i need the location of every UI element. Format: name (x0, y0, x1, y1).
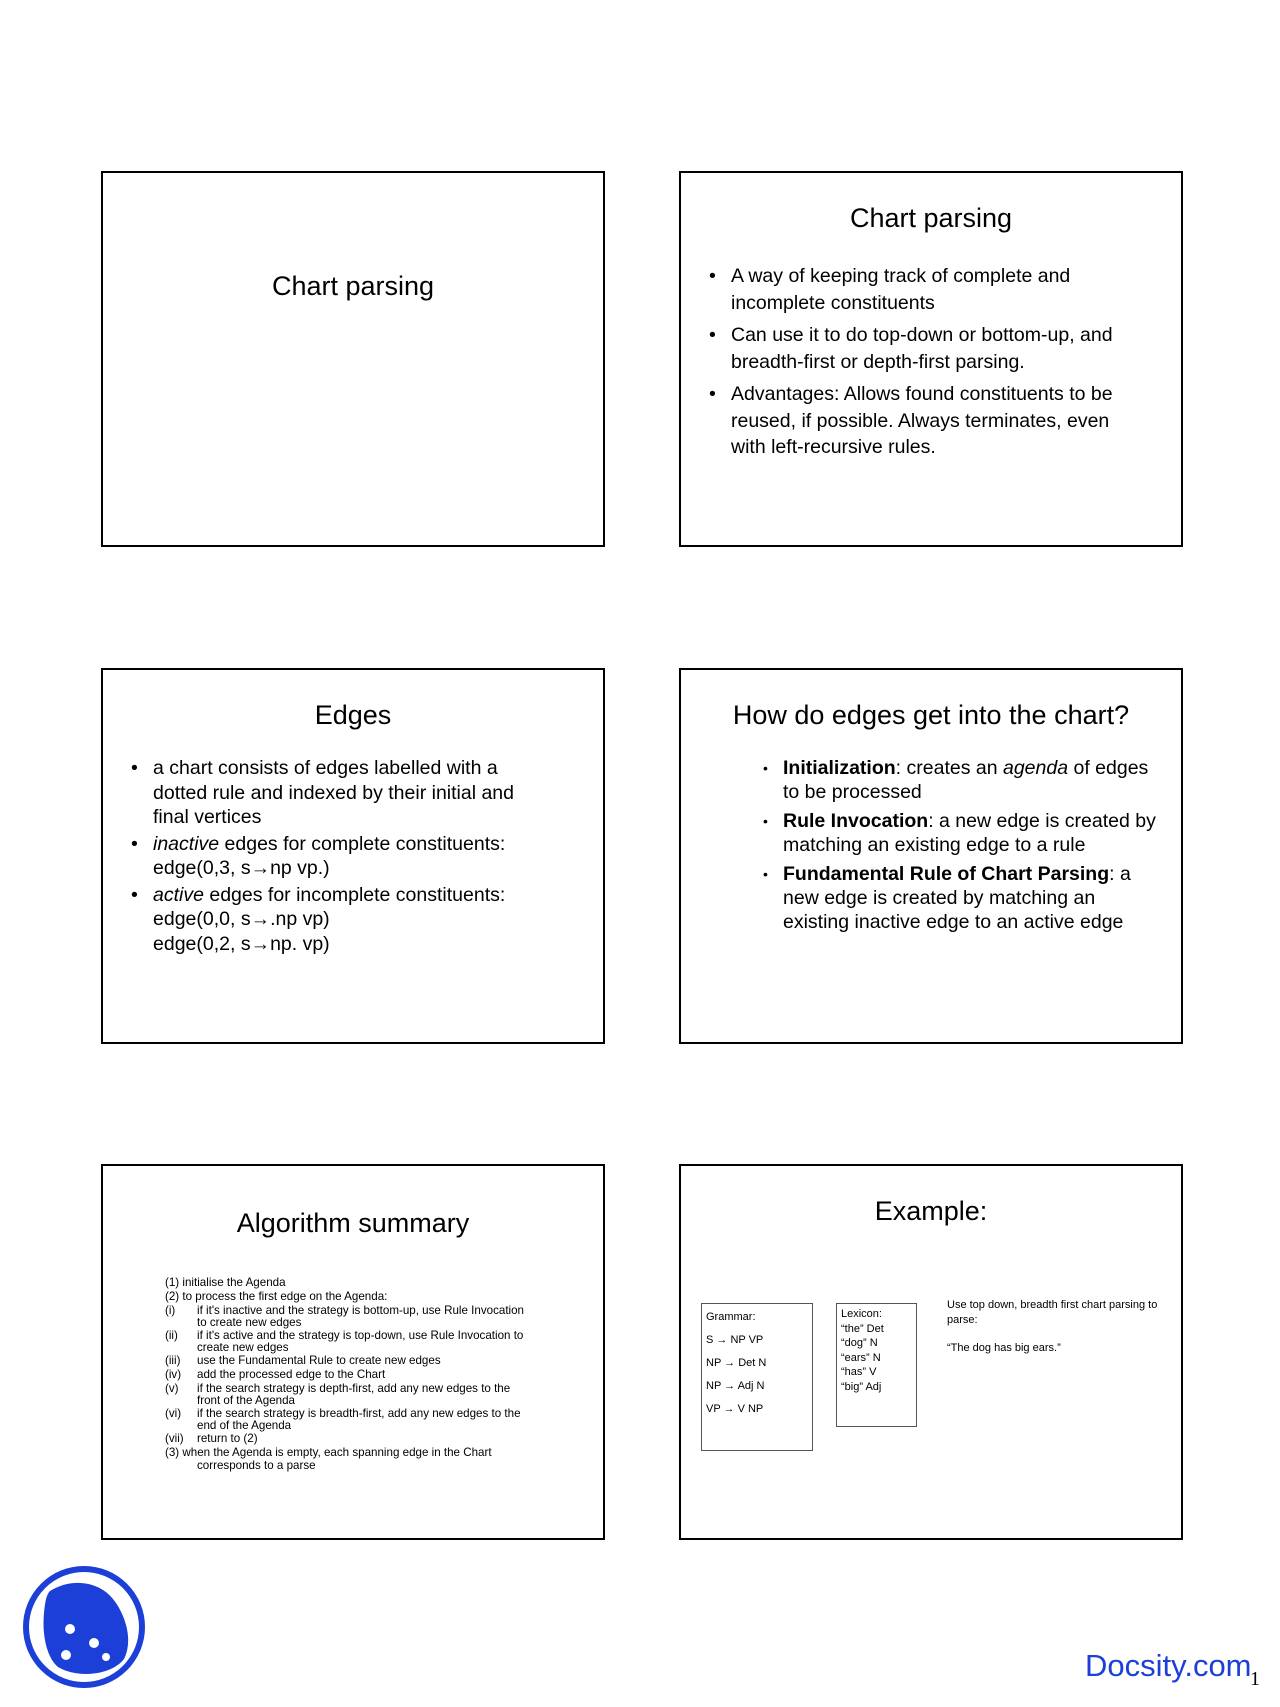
slide-title-heading: Chart parsing (271, 271, 435, 301)
step-line: to process the first edge on the Agenda: (182, 1290, 388, 1303)
step-line: if the search strategy is depth-first, add any new edges to the (197, 1382, 511, 1395)
lexicon-entry: “has” V (841, 1366, 877, 1378)
algorithm-steps (165, 1276, 585, 1472)
step-label: (i) (165, 1304, 176, 1317)
bullet-line: with left-recursive rules. (731, 436, 936, 458)
bullet-line: matching an existing edge to a rule (783, 834, 1086, 856)
bullet-text: edges for incomplete constituents: (203, 883, 506, 906)
lexicon-entry: “dog” N (841, 1337, 878, 1349)
bold-term: Initialization (783, 757, 896, 779)
bullet-text: : creates an (895, 757, 1003, 779)
algorithm-step (165, 1432, 585, 1446)
algorithm-step (165, 1446, 585, 1460)
docsity-logo-icon (20, 1563, 148, 1691)
algorithm-step (165, 1354, 585, 1368)
emphasis-text: active (153, 883, 204, 906)
bullet-line: • Can use it to do top-down or bottom-up, and (731, 324, 1113, 346)
step-line: front of the Agenda (197, 1394, 295, 1407)
slide-heading: Example: (874, 1196, 988, 1226)
edge-notation: edge(0,3, s→np vp.) (153, 857, 330, 879)
step-line: corresponds to a parse (197, 1459, 316, 1472)
slide-chart-parsing (679, 171, 1183, 547)
algorithm-step (165, 1290, 585, 1304)
algorithm-step (165, 1304, 585, 1329)
step-text (197, 1329, 585, 1354)
grammar-line: Grammar: (706, 1311, 756, 1323)
example-sentence: “The dog has big ears.” (947, 1342, 1061, 1354)
bold-term: Fundamental Rule of Chart Parsing (783, 863, 1110, 885)
edge-notation: edge(0,2, s→np. vp) (153, 932, 330, 955)
bullet-line: dotted rule and indexed by their initial and (153, 781, 514, 804)
step-text (197, 1382, 585, 1407)
step-label: (v) (165, 1382, 179, 1395)
emphasis-text: agenda (1002, 757, 1069, 779)
bullet-item (761, 862, 1176, 934)
bullet-text: : a new edge is created by (928, 810, 1156, 832)
algorithm-step (165, 1407, 585, 1432)
step-line: end of the Agenda (197, 1419, 292, 1432)
page-number: 1 (1250, 1668, 1260, 1690)
algorithm-step (165, 1329, 585, 1354)
bullet-line: reused, if possible. Always terminates, even (731, 409, 1110, 432)
step-text (197, 1407, 585, 1432)
step-text (197, 1354, 585, 1368)
bullet-list (709, 263, 1169, 467)
step-line: if it's active and the strategy is top-down, use Rule Invocation to (197, 1329, 524, 1342)
lexicon-entry: “big” Adj (841, 1380, 882, 1393)
bullet-item (709, 381, 1169, 461)
step-label: (vi) (165, 1407, 182, 1420)
bullet-line: • A way of keeping track of complete and (731, 265, 1071, 287)
step-line: add the processed edge to the Chart (197, 1368, 386, 1381)
slide-heading: Edges (314, 700, 392, 730)
step-line: use the Fundamental Rule to create new edges (197, 1354, 441, 1367)
algorithm-step (165, 1276, 585, 1290)
step-label: (2) (165, 1290, 180, 1303)
lexicon-entry: “ears” N (841, 1351, 881, 1364)
bullet-line: existing inactive edge to an active edge (783, 911, 1124, 933)
lexicon-entry: “the” Det (841, 1322, 884, 1335)
slide-algorithm-summary (101, 1164, 605, 1540)
edge-notation: edge(0,0, s→.np vp) (153, 908, 330, 930)
bullet-text: of edges (1068, 757, 1149, 779)
example-instruction (947, 1298, 1177, 1356)
step-label: (ii) (165, 1329, 178, 1342)
bullet-line: new edge is created by matching an (783, 887, 1096, 909)
bullet-line: incomplete constituents (731, 291, 935, 314)
step-label: (iii) (165, 1354, 181, 1367)
grammar-rule: NP → Det N (706, 1357, 767, 1369)
step-line: when the Agenda is empty, each spanning edge in the Chart (182, 1446, 492, 1459)
bullet-item (761, 809, 1176, 857)
bullet-line: to be processed (783, 781, 922, 803)
slide-title (101, 171, 605, 547)
grammar-box (701, 1303, 813, 1451)
bullet-line: breadth-first or depth-first parsing. (731, 350, 1025, 373)
algorithm-step (165, 1368, 585, 1382)
bullet-line: • Advantages: Allows found constituents to be (731, 383, 1113, 405)
step-label: (3) (165, 1446, 180, 1459)
step-line: if the search strategy is breadth-first, add any new edges to the (197, 1407, 521, 1420)
step-text (197, 1432, 585, 1446)
step-line: to create new edges (197, 1316, 302, 1329)
docsity-brand[interactable]: Docsity.com (1085, 1648, 1252, 1683)
step-text (197, 1368, 585, 1382)
bullet-text: : a (1109, 863, 1131, 885)
step-label: (iv) (165, 1368, 182, 1381)
step-line: if it's inactive and the strategy is bottom-up, use Rule Invocation (197, 1304, 525, 1317)
bullet-item (131, 756, 591, 830)
bullet-item (709, 322, 1169, 375)
step-label: (vii) (165, 1432, 184, 1445)
step-text (197, 1304, 585, 1329)
lexicon-line: Lexicon: (841, 1308, 882, 1320)
bullet-line: • a chart consists of edges labelled with a (153, 757, 498, 779)
bullet-list (131, 756, 591, 958)
bullet-item (709, 263, 1169, 316)
lexicon-box (836, 1303, 917, 1427)
bullet-text: edges for complete constituents: (219, 832, 506, 855)
bullet-item (131, 883, 591, 957)
bullet-line: final vertices (153, 806, 262, 828)
bullet-item (761, 756, 1176, 804)
step-line: create new edges (197, 1341, 289, 1354)
grammar-rule: S → NP VP (706, 1334, 764, 1346)
bullet-item (131, 832, 591, 881)
slide-heading: Algorithm summary (236, 1208, 470, 1238)
step-line: return to (2) (197, 1432, 258, 1445)
emphasis-text: inactive (153, 832, 220, 855)
step-label: (1) (165, 1276, 180, 1289)
bullet-list (761, 756, 1176, 939)
grammar-rule: VP → V NP (706, 1403, 764, 1415)
slide-how-edges (679, 668, 1183, 1044)
slide-heading: How do edges get into the chart? (732, 700, 1130, 730)
slide-heading: Chart parsing (849, 203, 1013, 233)
slide-example (679, 1164, 1183, 1540)
algorithm-step (165, 1382, 585, 1407)
slide-edges (101, 668, 605, 1044)
grammar-rule: NP → Adj N (706, 1380, 765, 1392)
step-line: initialise the Agenda (182, 1276, 286, 1289)
instruction-text: Use top down, breadth first chart parsing to parse: (947, 1299, 1158, 1326)
bold-term: Rule Invocation (783, 810, 929, 832)
